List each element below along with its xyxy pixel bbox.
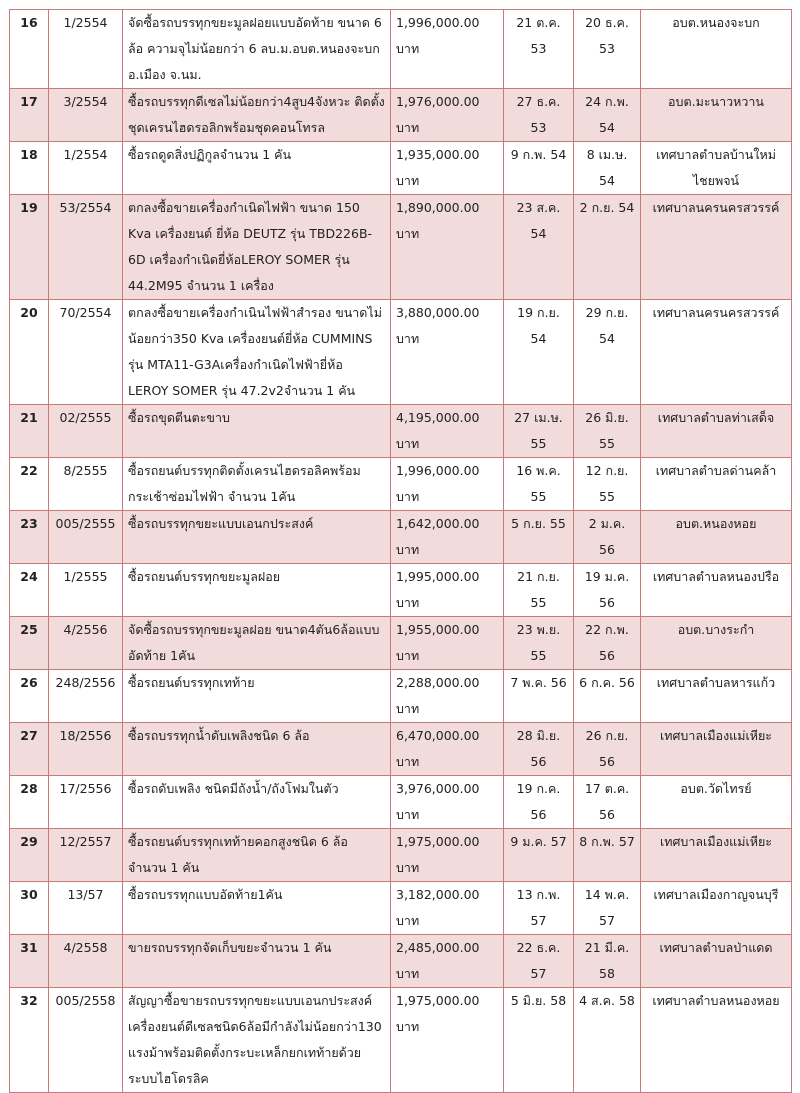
description-cell: ซื้อรถดับเพลิง ชนิดมีถังน้ำ/ถังโฟมในตัว bbox=[123, 776, 391, 829]
row-number-cell: 30 bbox=[10, 882, 49, 935]
description-cell: ซื้อรถขุดตีนตะขาบ bbox=[123, 405, 391, 458]
start-date-cell: 19 ก.ย. 54 bbox=[504, 300, 574, 405]
contract-number-cell: 53/2554 bbox=[49, 195, 123, 300]
end-date-cell: 2 ก.ย. 54 bbox=[574, 195, 641, 300]
amount-cell: 1,890,000.00 บาท bbox=[391, 195, 504, 300]
contract-number-cell: 12/2557 bbox=[49, 829, 123, 882]
description-cell: ซื้อรถยนต์บรรทุกติดตั้งเครนไฮดรอลิคพร้อมกระเช้าซ่อมไฟฟ้า จำนวน 1คัน bbox=[123, 458, 391, 511]
contract-number-cell: 4/2558 bbox=[49, 935, 123, 988]
procurement-table bbox=[9, 9, 792, 1093]
description-cell: ซื้อรถบรรทุกแบบอัดท้าย1คัน bbox=[123, 882, 391, 935]
amount-cell: 1,642,000.00 บาท bbox=[391, 511, 504, 564]
contract-number-cell: 18/2556 bbox=[49, 723, 123, 776]
row-number-cell: 16 bbox=[10, 10, 49, 89]
start-date-cell: 23 ส.ค. 54 bbox=[504, 195, 574, 300]
row-number-cell: 18 bbox=[10, 142, 49, 195]
row-number-cell: 20 bbox=[10, 300, 49, 405]
organization-cell: เทศบาลตำบลบ้านใหม่ไชยพจน์ bbox=[641, 142, 792, 195]
end-date-cell: 2 ม.ค. 56 bbox=[574, 511, 641, 564]
start-date-cell: 16 พ.ค. 55 bbox=[504, 458, 574, 511]
description-cell: สัญญาซื้อขายรถบรรทุกขยะแบบเอนกประสงค์ เครื่องยนต์ดีเซลชนิด6ล้อมีกำลังไม่น้อยกว่า130 แรงม้าพร้อมติดตั้งกระบะเหล็กยกเทท้ายด้วยระบบไฮโดรลิค bbox=[123, 988, 391, 1093]
end-date-cell: 4 ส.ค. 58 bbox=[574, 988, 641, 1093]
amount-cell: 3,182,000.00 บาท bbox=[391, 882, 504, 935]
end-date-cell: 21 มี.ค. 58 bbox=[574, 935, 641, 988]
amount-cell: 6,470,000.00 บาท bbox=[391, 723, 504, 776]
table-row bbox=[10, 882, 792, 935]
organization-cell: อบต.วัดไทรย์ bbox=[641, 776, 792, 829]
end-date-cell: 26 ก.ย. 56 bbox=[574, 723, 641, 776]
description-cell: ซื้อรถดูดสิ่งปฏิกูลจำนวน 1 คัน bbox=[123, 142, 391, 195]
start-date-cell: 9 ก.พ. 54 bbox=[504, 142, 574, 195]
row-number-cell: 25 bbox=[10, 617, 49, 670]
contract-number-cell: 3/2554 bbox=[49, 89, 123, 142]
start-date-cell: 21 ต.ค. 53 bbox=[504, 10, 574, 89]
contract-number-cell: 005/2555 bbox=[49, 511, 123, 564]
row-number-cell: 19 bbox=[10, 195, 49, 300]
amount-cell: 4,195,000.00 บาท bbox=[391, 405, 504, 458]
organization-cell: เทศบาลตำบลหารแก้ว bbox=[641, 670, 792, 723]
start-date-cell: 5 ก.ย. 55 bbox=[504, 511, 574, 564]
start-date-cell: 28 มิ.ย. 56 bbox=[504, 723, 574, 776]
start-date-cell: 21 ก.ย. 55 bbox=[504, 564, 574, 617]
amount-cell: 3,880,000.00 บาท bbox=[391, 300, 504, 405]
table-row bbox=[10, 300, 792, 405]
end-date-cell: 14 พ.ค. 57 bbox=[574, 882, 641, 935]
table-row bbox=[10, 10, 792, 89]
description-cell: ตกลงซื้อขายเครื่องกำเนินไฟฟ้าสำรอง ขนาดไม่น้อยกว่า350 Kva เครื่องยนต์ยี่ห้อ CUMMINS รุ่น MTA11-G3Aเครื่องกำเนิดไฟฟ้ายี่ห้อ LEROY SOMER รุ่น 47.2v2จำนวน 1 คัน bbox=[123, 300, 391, 405]
table-row bbox=[10, 564, 792, 617]
row-number-cell: 31 bbox=[10, 935, 49, 988]
row-number-cell: 28 bbox=[10, 776, 49, 829]
start-date-cell: 23 พ.ย. 55 bbox=[504, 617, 574, 670]
amount-cell: 1,995,000.00 บาท bbox=[391, 564, 504, 617]
description-cell: ซื้อรถบรรทุกน้ำดับเพลิงชนิด 6 ล้อ bbox=[123, 723, 391, 776]
organization-cell: เทศบาลเมืองแม่เหียะ bbox=[641, 723, 792, 776]
contract-number-cell: 17/2556 bbox=[49, 776, 123, 829]
organization-cell: เทศบาลนครนครสวรรค์ bbox=[641, 300, 792, 405]
row-number-cell: 29 bbox=[10, 829, 49, 882]
organization-cell: เทศบาลนครนครสวรรค์ bbox=[641, 195, 792, 300]
contract-number-cell: 005/2558 bbox=[49, 988, 123, 1093]
amount-cell: 2,288,000.00 บาท bbox=[391, 670, 504, 723]
table-row bbox=[10, 617, 792, 670]
end-date-cell: 24 ก.พ. 54 bbox=[574, 89, 641, 142]
row-number-cell: 17 bbox=[10, 89, 49, 142]
end-date-cell: 8 เม.ษ. 54 bbox=[574, 142, 641, 195]
table-row bbox=[10, 776, 792, 829]
contract-number-cell: 70/2554 bbox=[49, 300, 123, 405]
amount-cell: 1,955,000.00 บาท bbox=[391, 617, 504, 670]
contract-number-cell: 1/2555 bbox=[49, 564, 123, 617]
organization-cell: เทศบาลตำบลป่าแดด bbox=[641, 935, 792, 988]
start-date-cell: 7 พ.ค. 56 bbox=[504, 670, 574, 723]
row-number-cell: 32 bbox=[10, 988, 49, 1093]
description-cell: ซื้อรถยนต์บรรทุกเทท้ายคอกสูงชนิด 6 ล้อ จำนวน 1 คัน bbox=[123, 829, 391, 882]
table-row bbox=[10, 195, 792, 300]
organization-cell: เทศบาลตำบลหนองหอย bbox=[641, 988, 792, 1093]
contract-number-cell: 248/2556 bbox=[49, 670, 123, 723]
row-number-cell: 22 bbox=[10, 458, 49, 511]
amount-cell: 1,975,000.00 บาท bbox=[391, 829, 504, 882]
table-row bbox=[10, 829, 792, 882]
organization-cell: อบต.มะนาวหวาน bbox=[641, 89, 792, 142]
end-date-cell: 17 ต.ค. 56 bbox=[574, 776, 641, 829]
start-date-cell: 27 เม.ษ. 55 bbox=[504, 405, 574, 458]
description-cell: ซื้อรถยนต์บรรทุกขยะมูลฝอย bbox=[123, 564, 391, 617]
end-date-cell: 20 ธ.ค. 53 bbox=[574, 10, 641, 89]
table-row bbox=[10, 89, 792, 142]
description-cell: ซื้อรถบรรทุกดีเซลไม่น้อยกว่า4สูบ4จังหวะ ติดตั้งชุดเครนไฮดรอลิกพร้อมชุดคอนโทรล bbox=[123, 89, 391, 142]
description-cell: ขายรถบรรทุกจัดเก็บขยะจำนวน 1 คัน bbox=[123, 935, 391, 988]
start-date-cell: 19 ก.ค. 56 bbox=[504, 776, 574, 829]
table-row bbox=[10, 405, 792, 458]
table-row bbox=[10, 142, 792, 195]
start-date-cell: 22 ธ.ค. 57 bbox=[504, 935, 574, 988]
table-row bbox=[10, 670, 792, 723]
amount-cell: 1,935,000.00 บาท bbox=[391, 142, 504, 195]
organization-cell: เทศบาลตำบลหนองปรือ bbox=[641, 564, 792, 617]
end-date-cell: 26 มิ.ย. 55 bbox=[574, 405, 641, 458]
organization-cell: อบต.หนองหอย bbox=[641, 511, 792, 564]
end-date-cell: 12 ก.ย. 55 bbox=[574, 458, 641, 511]
amount-cell: 2,485,000.00 บาท bbox=[391, 935, 504, 988]
contract-number-cell: 13/57 bbox=[49, 882, 123, 935]
contract-number-cell: 4/2556 bbox=[49, 617, 123, 670]
amount-cell: 1,976,000.00 บาท bbox=[391, 89, 504, 142]
table-row bbox=[10, 458, 792, 511]
amount-cell: 1,996,000.00 บาท bbox=[391, 10, 504, 89]
row-number-cell: 27 bbox=[10, 723, 49, 776]
organization-cell: อบต.หนองจะบก bbox=[641, 10, 792, 89]
start-date-cell: 9 ม.ค. 57 bbox=[504, 829, 574, 882]
end-date-cell: 6 ก.ค. 56 bbox=[574, 670, 641, 723]
organization-cell: เทศบาลเมืองแม่เหียะ bbox=[641, 829, 792, 882]
table-row bbox=[10, 511, 792, 564]
amount-cell: 3,976,000.00 บาท bbox=[391, 776, 504, 829]
row-number-cell: 21 bbox=[10, 405, 49, 458]
description-cell: ซื้อรถยนต์บรรทุกเทท้าย bbox=[123, 670, 391, 723]
contract-number-cell: 02/2555 bbox=[49, 405, 123, 458]
table-row bbox=[10, 988, 792, 1093]
table-row bbox=[10, 935, 792, 988]
contract-number-cell: 8/2555 bbox=[49, 458, 123, 511]
organization-cell: เทศบาลตำบลด่านคล้า bbox=[641, 458, 792, 511]
table-row bbox=[10, 723, 792, 776]
end-date-cell: 19 ม.ค. 56 bbox=[574, 564, 641, 617]
contract-number-cell: 1/2554 bbox=[49, 10, 123, 89]
start-date-cell: 13 ก.พ. 57 bbox=[504, 882, 574, 935]
organization-cell: เทศบาลตำบลท่าเสด็จ bbox=[641, 405, 792, 458]
amount-cell: 1,996,000.00 บาท bbox=[391, 458, 504, 511]
end-date-cell: 29 ก.ย. 54 bbox=[574, 300, 641, 405]
contract-number-cell: 1/2554 bbox=[49, 142, 123, 195]
organization-cell: อบต.บางระกำ bbox=[641, 617, 792, 670]
start-date-cell: 5 มิ.ย. 58 bbox=[504, 988, 574, 1093]
description-cell: ซื้อรถบรรทุกขยะแบบเอนกประสงค์ bbox=[123, 511, 391, 564]
description-cell: ตกลงซื้อขายเครื่องกำเนิดไฟฟ้า ขนาด 150 Kva เครื่องยนต์ ยี่ห้อ DEUTZ รุ่น TBD226B-6D เครื่องกำเนิดยี่ห้อLEROY SOMER รุ่น 44.2M95 จำนวน 1 เครื่อง bbox=[123, 195, 391, 300]
organization-cell: เทศบาลเมืองกาญจนบุรี bbox=[641, 882, 792, 935]
end-date-cell: 8 ก.พ. 57 bbox=[574, 829, 641, 882]
amount-cell: 1,975,000.00 บาท bbox=[391, 988, 504, 1093]
end-date-cell: 22 ก.พ. 56 bbox=[574, 617, 641, 670]
row-number-cell: 26 bbox=[10, 670, 49, 723]
description-cell: จัดซื้อรถบรรทุกขยะมูลฝอย ขนาด4ตัน6ล้อแบบอัดท้าย 1คัน bbox=[123, 617, 391, 670]
start-date-cell: 27 ธ.ค. 53 bbox=[504, 89, 574, 142]
row-number-cell: 23 bbox=[10, 511, 49, 564]
description-cell: จัดซื้อรถบรรทุกขยะมูลฝอยแบบอัดท้าย ขนาด 6 ล้อ ความจุไม่น้อยกว่า 6 ลบ.ม.อบต.หนองจะบก อ.เมือง จ.นม. bbox=[123, 10, 391, 89]
row-number-cell: 24 bbox=[10, 564, 49, 617]
